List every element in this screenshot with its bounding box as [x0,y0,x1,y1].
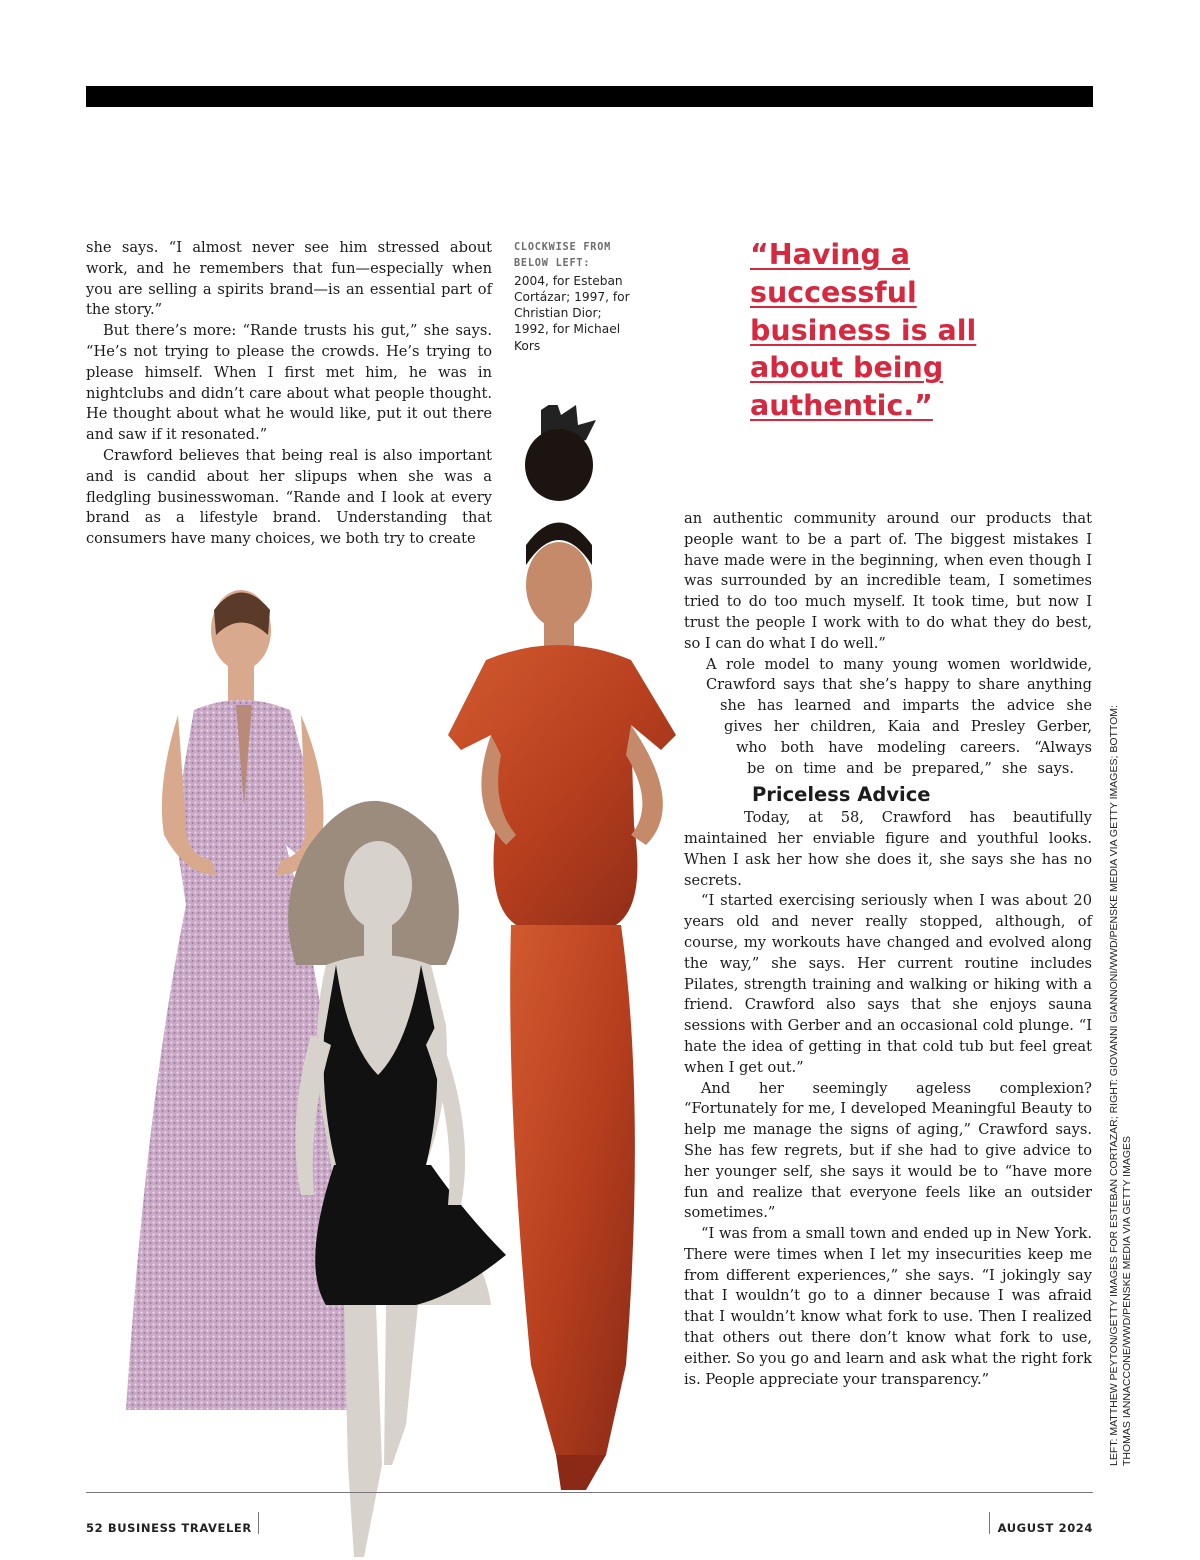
left-paragraph-2: But there’s more: “Rande trusts his gut,” she says. “He’s not trying to please the crowds. He’s trying to please himself. When I first met him, he was in nightclubs and didn’t care about what people thought. He thought about what he would like, put it out there and saw if it resonated.” [86,322,492,444]
footer-divider-right [989,1512,990,1534]
left-paragraph-3: Crawford believes that being real is also important and is candid about her slipups when she was a fledgling businesswoman. “Rande and I look at every brand as a lifestyle brand. Understanding that consumers have many choices, we both try to create [86,446,492,548]
wrapped-line: be on time and be prepared,” she says. [747,759,1074,777]
right-paragraph-5: “I was from a small town and ended up in New York. There were times when I let my insecurities keep me from different experiences,” she says. “I jokingly say that I wouldn’t go to a dinner because I was afraid that I wouldn’t know what fork to use. Then I realized that others out there don’t know what fork to use, either. So you go and learn and ask what the right fork is. People appreciate your transparency.” [684,1225,1092,1388]
pull-quote: “Having a successful business is all about being authentic.” [750,238,977,423]
wrapped-line: who both have modeling careers. “Always [736,738,1092,756]
section-subhead: Priceless Advice [752,783,931,807]
right-paragraph-4: And her seemingly ageless complexion? “Fortunately for me, I developed Meaningful Beauty to help me manage the signs of aging,” Crawford says. She has few regrets, but if she had to give advice to her younger self, she says it would be to “have more fun and realize that everyone feels like an outsider sometimes.” [684,1079,1092,1222]
right-paragraph-1: an authentic community around our products that people want to be a part of. The biggest mistakes I have made were in the beginning, when even though I was surrounded by an incredible team, I sometimes tried to do too much myself. It took time, but now I trust the people I work with to do what they do best, so I can do what I do well.” [684,510,1092,652]
footer-rule [86,1492,1093,1493]
photo-caption [514,240,632,354]
photo-collage [86,405,736,1560]
model-right-red-suit [448,405,676,1490]
right-paragraph-2: Today, at 58, Crawford has beautifully maintained her enviable figure and youthful looks. When I ask her how she does it, she says she has no secrets. [684,809,1092,889]
wrapped-line: she has learned and imparts the advice she [720,697,1092,715]
right-paragraph-3: “I started exercising seriously when I was about 20 years old and never really stopped, although, of course, my workouts have changed and evolved along the way,” she says. Her current routine includes Pilates, strength training and walking or hiking with a friend. Crawford also says that she enjoys sauna sessions with Gerber and an occasional cold plunge. “I hate the idea of getting in that cold tub but feel great when I get out.” [684,892,1092,1076]
left-paragraph-1: she says. “I almost never see him stressed about work, and he remembers that fun—especially when you are selling a spirits brand—is an essential part of the story.” [86,239,492,319]
wrapped-line: A role model to many young women worldwide, [706,655,1092,673]
footer-folio [86,1521,252,1535]
right-article-column [684,509,1092,1390]
photo-credit [1108,700,1133,1466]
issue-date: AUGUST 2024 [997,1521,1093,1535]
page-number: 52 [86,1521,104,1535]
top-rule-bar [86,86,1093,107]
footer-divider-left [258,1512,259,1534]
wrapped-line: gives her children, Kaia and Presley Gerber, [724,717,1092,735]
wrapped-line: Crawford says that she’s happy to share anything [706,676,1092,694]
caption-text: 2004, for Esteban Cortázar; 1997, for Christian Dior; 1992, for Michael Kors [514,273,630,353]
publication-name: BUSINESS TRAVELER [107,1521,252,1535]
caption-heading: CLOCKWISE FROM BELOW LEFT: [514,242,612,270]
wrapped-paragraph [684,655,1092,780]
photo-credit-text: LEFT: MATTHEW PEYTON/GETTY IMAGES FOR ESTEBAN CORTAZAR; RIGHT: GIOVANNI GIANNONI/WWD/PENSKE MEDIA VIA GETTY IMAGES; BOTTOM: THOMAS IANNACCONE/WWD/PENSKE MEDIA VIA GETTY IMAGES [1108,705,1133,1466]
